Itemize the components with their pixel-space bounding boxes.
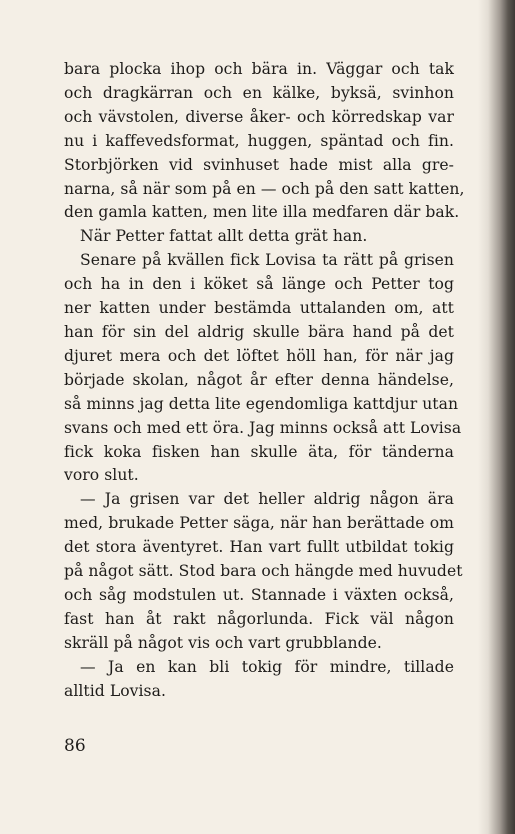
text-line: — Ja en kan bli tokig för mindre, tillade	[80, 657, 454, 676]
text-line: han för sin del aldrig skulle bära hand på det	[64, 322, 454, 341]
text-line: och såg modstulen ut. Stannade i växten också,	[64, 585, 454, 604]
text-line: voro slut.	[64, 466, 139, 485]
text-line: Senare på kvällen fick Lovisa ta rätt på grisen	[80, 251, 454, 270]
text-line: svans och med ett öra. Jag minns också att Lovisa	[64, 418, 462, 437]
text-line: med, brukade Petter säga, när han berättade om	[64, 514, 454, 533]
text-line: Storbjörken vid svinhuset hade mist alla gre-	[64, 155, 454, 174]
text-line: bara plocka ihop och bära in. Väggar och tak	[64, 60, 454, 78]
text-line: på något sätt. Stod bara och hängde med huvudet	[64, 562, 463, 581]
text-line: så minns jag detta lite egendomliga kattdjur utan	[64, 394, 459, 413]
page-number: 86	[64, 736, 86, 756]
text-line: och dragkärran och en kälke, byksä, svinhon	[64, 83, 454, 102]
text-line: alltid Lovisa.	[64, 681, 166, 700]
text-line: och vävstolen, diverse åker- och körredskap var	[64, 107, 454, 126]
text-line: narna, så när som på en — och på den satt katten,	[64, 179, 465, 198]
text-line: det stora äventyret. Han vart fullt utbildat tokig	[64, 538, 454, 557]
text-line: fick koka fisken han skulle äta, för tänderna	[64, 442, 454, 461]
page-body-text	[64, 58, 465, 703]
text-line: ner katten under bestämda uttalanden om, att	[64, 299, 454, 318]
text-line: och ha in den i köket så länge och Petter tog	[64, 275, 454, 294]
text-line: När Petter fattat allt detta grät han.	[80, 227, 368, 246]
text-line: den gamla katten, men lite illa medfaren där bak.	[64, 203, 460, 222]
text-line: fast han åt rakt någorlunda. Fick väl någon	[64, 609, 454, 628]
text-line: — Ja grisen var det heller aldrig någon ära	[80, 490, 454, 509]
text-line: djuret mera och det löftet höll han, för när jag	[64, 346, 454, 365]
text-line: skräll på något vis och vart grubblande.	[64, 633, 382, 652]
text-line: började skolan, något år efter denna händelse,	[64, 370, 454, 389]
text-line: nu i kaffevedsformat, huggen, späntad och fin.	[64, 131, 454, 150]
